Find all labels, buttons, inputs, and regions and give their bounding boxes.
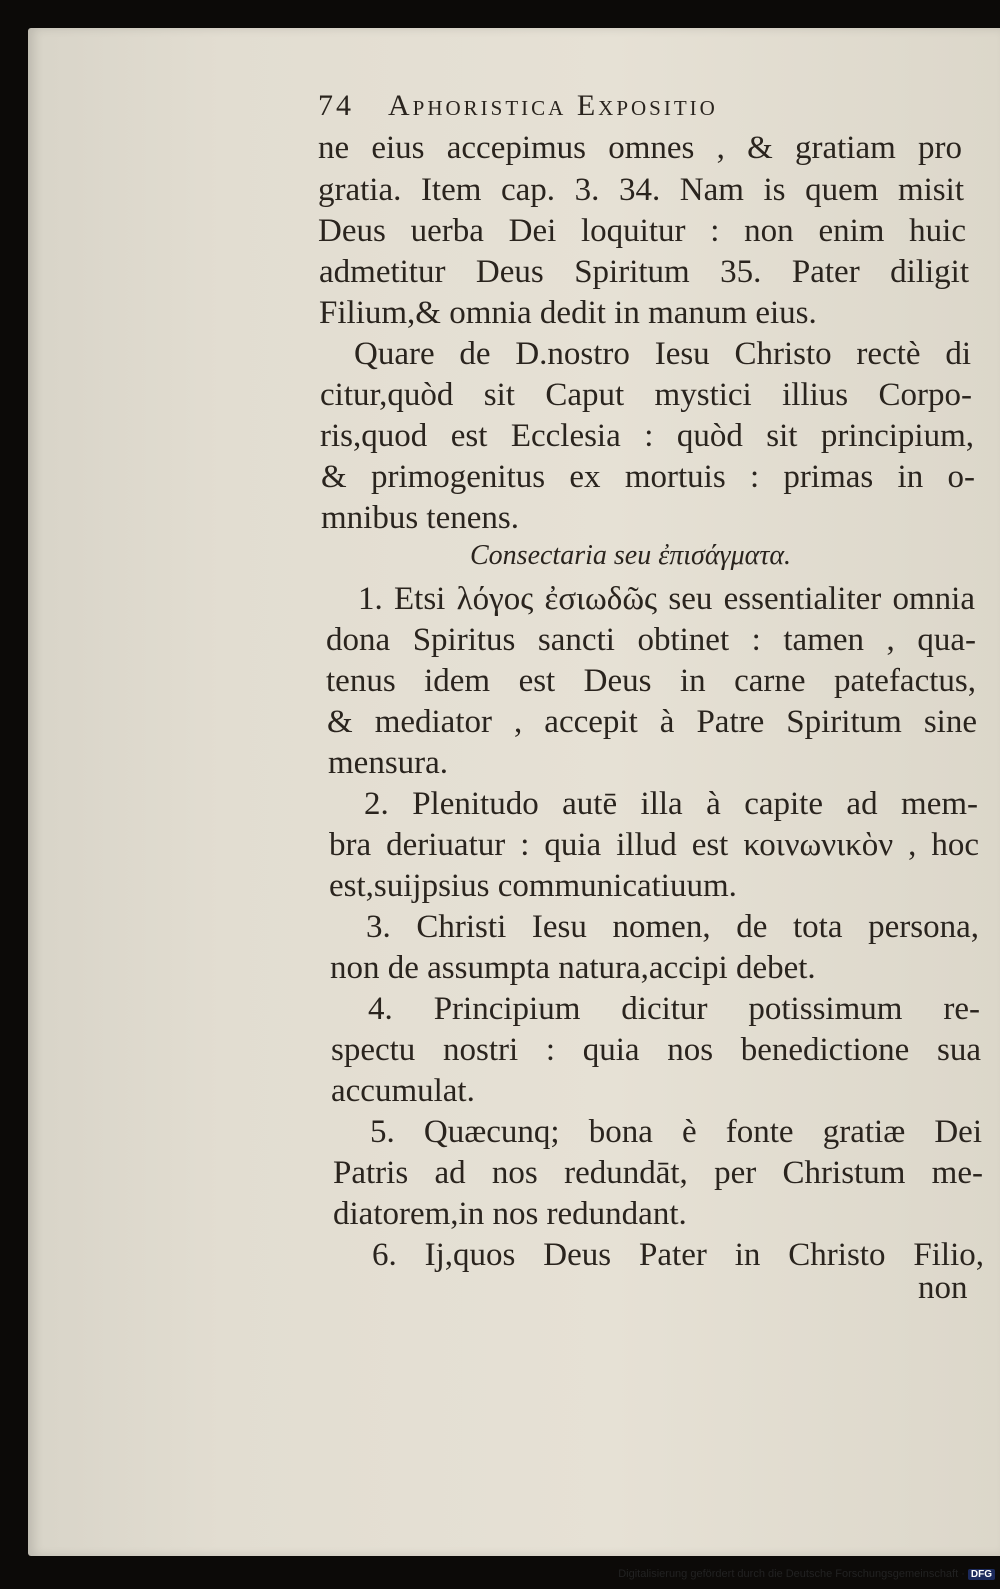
- text-line: Quare de D.nostro Iesu Christo rectè di: [354, 336, 971, 372]
- text-line: dona Spiritus sancti obtinet : tamen , qua-: [326, 622, 976, 658]
- credit-text: Digitalisierung gefördert durch die Deutsche Forschungsgemeinschaft ·: [618, 1568, 965, 1580]
- text-line: ris,quod est Ecclesia : quòd sit principium,: [320, 418, 974, 454]
- text-line: bra deriuatur : quia illud est κοινωνικὸν , hoc: [329, 827, 979, 863]
- page-number: 74: [318, 89, 354, 122]
- text-line: admetitur Deus Spiritum 35. Pater diligit: [319, 254, 969, 290]
- text-line: diatorem,in nos redundant.: [333, 1196, 687, 1232]
- text-line: 3. Christi Iesu nomen, de tota persona,: [366, 909, 979, 945]
- text-line: ne eius accepimus omnes , & gratiam pro: [318, 130, 962, 166]
- catchword: non: [918, 1270, 968, 1306]
- text-line: spectu nostri : quia nos benedictione sua: [331, 1032, 981, 1068]
- text-line: mensura.: [328, 745, 449, 781]
- text-line: gratia. Item cap. 3. 34. Nam is quem misit: [318, 172, 964, 208]
- text-line: 6. Ij,quos Deus Pater in Christo Filio,: [372, 1237, 984, 1273]
- dfg-logo: DFG: [968, 1569, 995, 1580]
- text-line: citur,quòd sit Caput mystici illius Corpo-: [320, 377, 972, 413]
- text-line: 2. Plenitudo autē illa à capite ad mem-: [364, 786, 978, 822]
- text-line: Deus uerba Dei loquitur : non enim huic: [318, 213, 966, 249]
- text-line: 4. Principium dicitur potissimum re-: [368, 991, 980, 1027]
- text-line: 5. Quæcunq; bona è fonte gratiæ Dei: [370, 1114, 982, 1150]
- text-line: est,suijpsius communicatiuum.: [329, 868, 737, 904]
- text-line: tenus idem est Deus in carne patefactus,: [326, 663, 976, 699]
- text-line: Filium,& omnia dedit in manum eius.: [319, 295, 817, 331]
- text-line: & mediator , accepit à Patre Spiritum sine: [327, 704, 977, 740]
- text-line: mnibus tenens.: [321, 500, 519, 536]
- text-line: non de assumpta natura,accipi debet.: [330, 950, 816, 986]
- text-line: & primogenitus ex mortuis : primas in o-: [321, 459, 975, 495]
- text-line: Patris ad nos redundāt, per Christum me-: [333, 1155, 983, 1191]
- digitization-credit: [600, 1568, 995, 1586]
- text-line: accumulat.: [331, 1073, 475, 1109]
- running-head: [318, 86, 880, 126]
- running-title: Aphoristica Expositio: [388, 89, 718, 122]
- text-line: 1. Etsi λόγος ἐσιωδῶς seu essentialiter omnia: [358, 581, 975, 617]
- section-subheading: Consectaria seu ἐπισάγματα.: [470, 540, 792, 571]
